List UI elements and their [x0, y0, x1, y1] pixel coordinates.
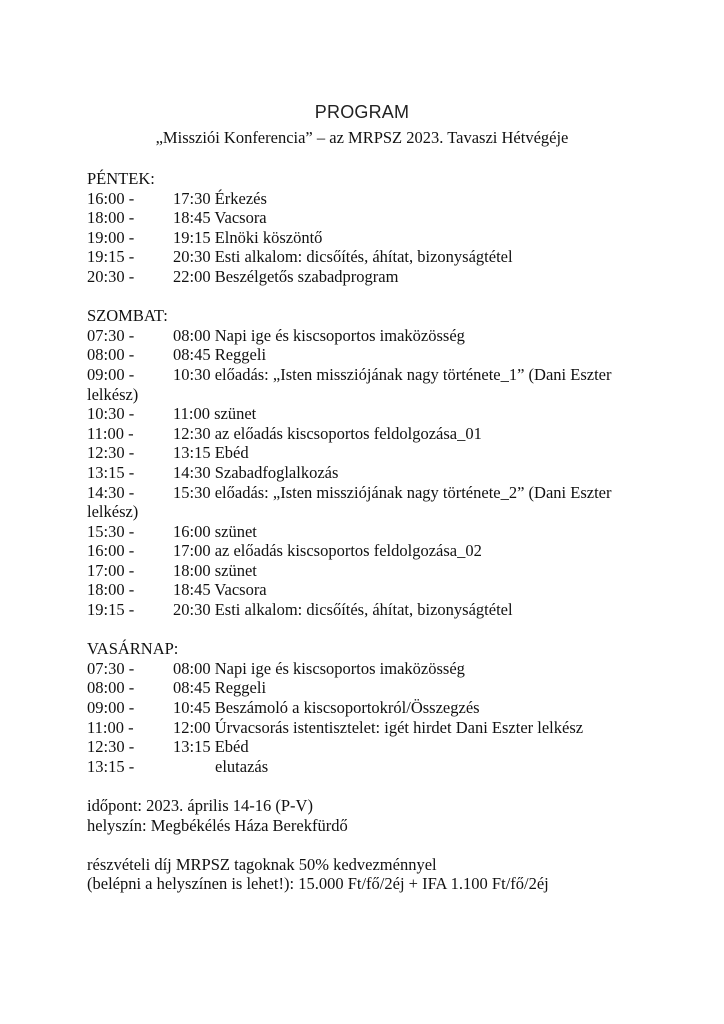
schedule-row [87, 345, 647, 365]
schedule-entry: 08:45 Reggeli [173, 345, 267, 365]
start-time: 09:00 - [87, 364, 135, 384]
start-time: 09:00 - [87, 698, 135, 718]
day-heading-friday: PÉNTEK: [87, 169, 155, 188]
schedule-entry: 18:00 szünet [173, 560, 257, 580]
fee-details: (belépni a helyszínen is lehet!): 15.000 Ft/fő/2éj + IFA 1.100 Ft/fő/2éj [87, 874, 549, 894]
start-time: 13:15 - [87, 462, 135, 482]
schedule-entry: 20:30 Esti alkalom: dicsőítés, áhítat, bizonyságtétel [173, 247, 513, 267]
schedule-entry: 08:45 Reggeli [173, 678, 267, 698]
start-time: 14:30 - [87, 482, 135, 502]
schedule-entry: 20:30 Esti alkalom: dicsőítés, áhítat, bizonyságtétel [173, 600, 513, 620]
schedule-entry: 13:15 Ebéd [173, 443, 249, 463]
schedule-row [87, 463, 647, 483]
schedule-entry-continuation: lelkész) [87, 502, 139, 522]
start-time: 07:30 - [87, 325, 135, 345]
schedule-entry: 15:30 előadás: „Isten missziójának nagy története_2” (Dani Eszter [173, 482, 612, 502]
schedule-row [87, 424, 647, 444]
schedule-row [87, 737, 647, 757]
schedule-row [87, 561, 647, 581]
start-time: 12:30 - [87, 443, 135, 463]
schedule-entry: 11:00 szünet [173, 404, 257, 424]
schedule-entry: elutazás [215, 756, 269, 776]
start-time: 11:00 - [87, 717, 134, 737]
start-time: 08:00 - [87, 678, 135, 698]
schedule-row [87, 326, 647, 346]
schedule-row [87, 522, 647, 542]
start-time: 18:00 - [87, 580, 135, 600]
program-body [87, 169, 647, 894]
start-time: 16:00 - [87, 188, 135, 208]
schedule-entry: 08:00 Napi ige és kiscsoportos imaközösség [173, 325, 465, 345]
schedule-row [87, 541, 647, 561]
page-subtitle: „Missziói Konferencia” – az MRPSZ 2023. Tavaszi Hétvégéje [155, 128, 569, 147]
schedule-entry: 17:00 az előadás kiscsoportos feldolgozása_02 [173, 541, 482, 561]
schedule-row [87, 678, 647, 698]
start-time: 10:30 - [87, 404, 135, 424]
schedule-entry-continuation: lelkész) [87, 384, 139, 404]
schedule-row [87, 228, 647, 248]
schedule-entry: 10:30 előadás: „Isten missziójának nagy története_1” (Dani Eszter [173, 364, 612, 384]
schedule-entry: 17:30 Érkezés [173, 188, 267, 208]
schedule-row [87, 365, 647, 385]
schedule-row [87, 208, 647, 228]
schedule-entry: 14:30 Szabadfoglalkozás [173, 462, 339, 482]
start-time: 19:15 - [87, 600, 135, 620]
schedule-row [87, 600, 647, 620]
start-time: 07:30 - [87, 658, 135, 678]
start-time: 13:15 - [87, 756, 135, 776]
schedule-row [87, 718, 647, 738]
schedule-entry: 19:15 Elnöki köszöntő [173, 227, 323, 247]
schedule-row [87, 483, 647, 503]
schedule-row [87, 580, 647, 600]
event-date: időpont: 2023. április 14-16 (P-V) [87, 796, 313, 815]
schedule-row [87, 189, 647, 209]
page-title: PROGRAM [314, 102, 410, 122]
spacer [87, 835, 647, 855]
schedule-entry: 13:15 Ebéd [173, 737, 249, 757]
start-time: 19:00 - [87, 227, 135, 247]
schedule-row [87, 247, 647, 267]
schedule-row [87, 757, 647, 777]
day-heading-saturday: SZOMBAT: [87, 306, 168, 326]
spacer [87, 776, 647, 796]
schedule-row [87, 404, 647, 424]
day-heading-sunday: VASÁRNAP: [87, 639, 179, 659]
schedule-entry: 16:00 szünet [173, 521, 257, 541]
schedule-entry: 18:45 Vacsora [173, 580, 267, 600]
event-location: helyszín: Megbékélés Háza Berekfürdő [87, 815, 348, 835]
schedule-row [87, 267, 647, 287]
start-time: 08:00 - [87, 345, 135, 365]
schedule-row [87, 443, 647, 463]
schedule-entry: 12:30 az előadás kiscsoportos feldolgozása_01 [173, 423, 482, 443]
start-time: 19:15 - [87, 247, 135, 267]
schedule-entry: 12:00 Úrvacsorás istentisztelet: igét hirdet Dani Eszter lelkész [173, 717, 584, 737]
start-time: 11:00 - [87, 423, 134, 443]
start-time: 20:30 - [87, 266, 135, 286]
schedule-row [87, 698, 647, 718]
start-time: 16:00 - [87, 541, 135, 561]
schedule-entry: 18:45 Vacsora [173, 208, 267, 228]
schedule-entry: 10:45 Beszámoló a kiscsoportokról/Összegzés [173, 698, 480, 718]
schedule-entry: 08:00 Napi ige és kiscsoportos imaközösség [173, 658, 465, 678]
start-time: 17:00 - [87, 560, 135, 580]
start-time: 15:30 - [87, 521, 135, 541]
fee-info: részvételi díj MRPSZ tagoknak 50% kedvezménnyel [87, 854, 437, 874]
start-time: 18:00 - [87, 208, 135, 228]
spacer [87, 620, 647, 640]
schedule-entry: 22:00 Beszélgetős szabadprogram [173, 266, 399, 286]
start-time: 12:30 - [87, 737, 135, 757]
spacer [87, 287, 647, 307]
schedule-row [87, 659, 647, 679]
